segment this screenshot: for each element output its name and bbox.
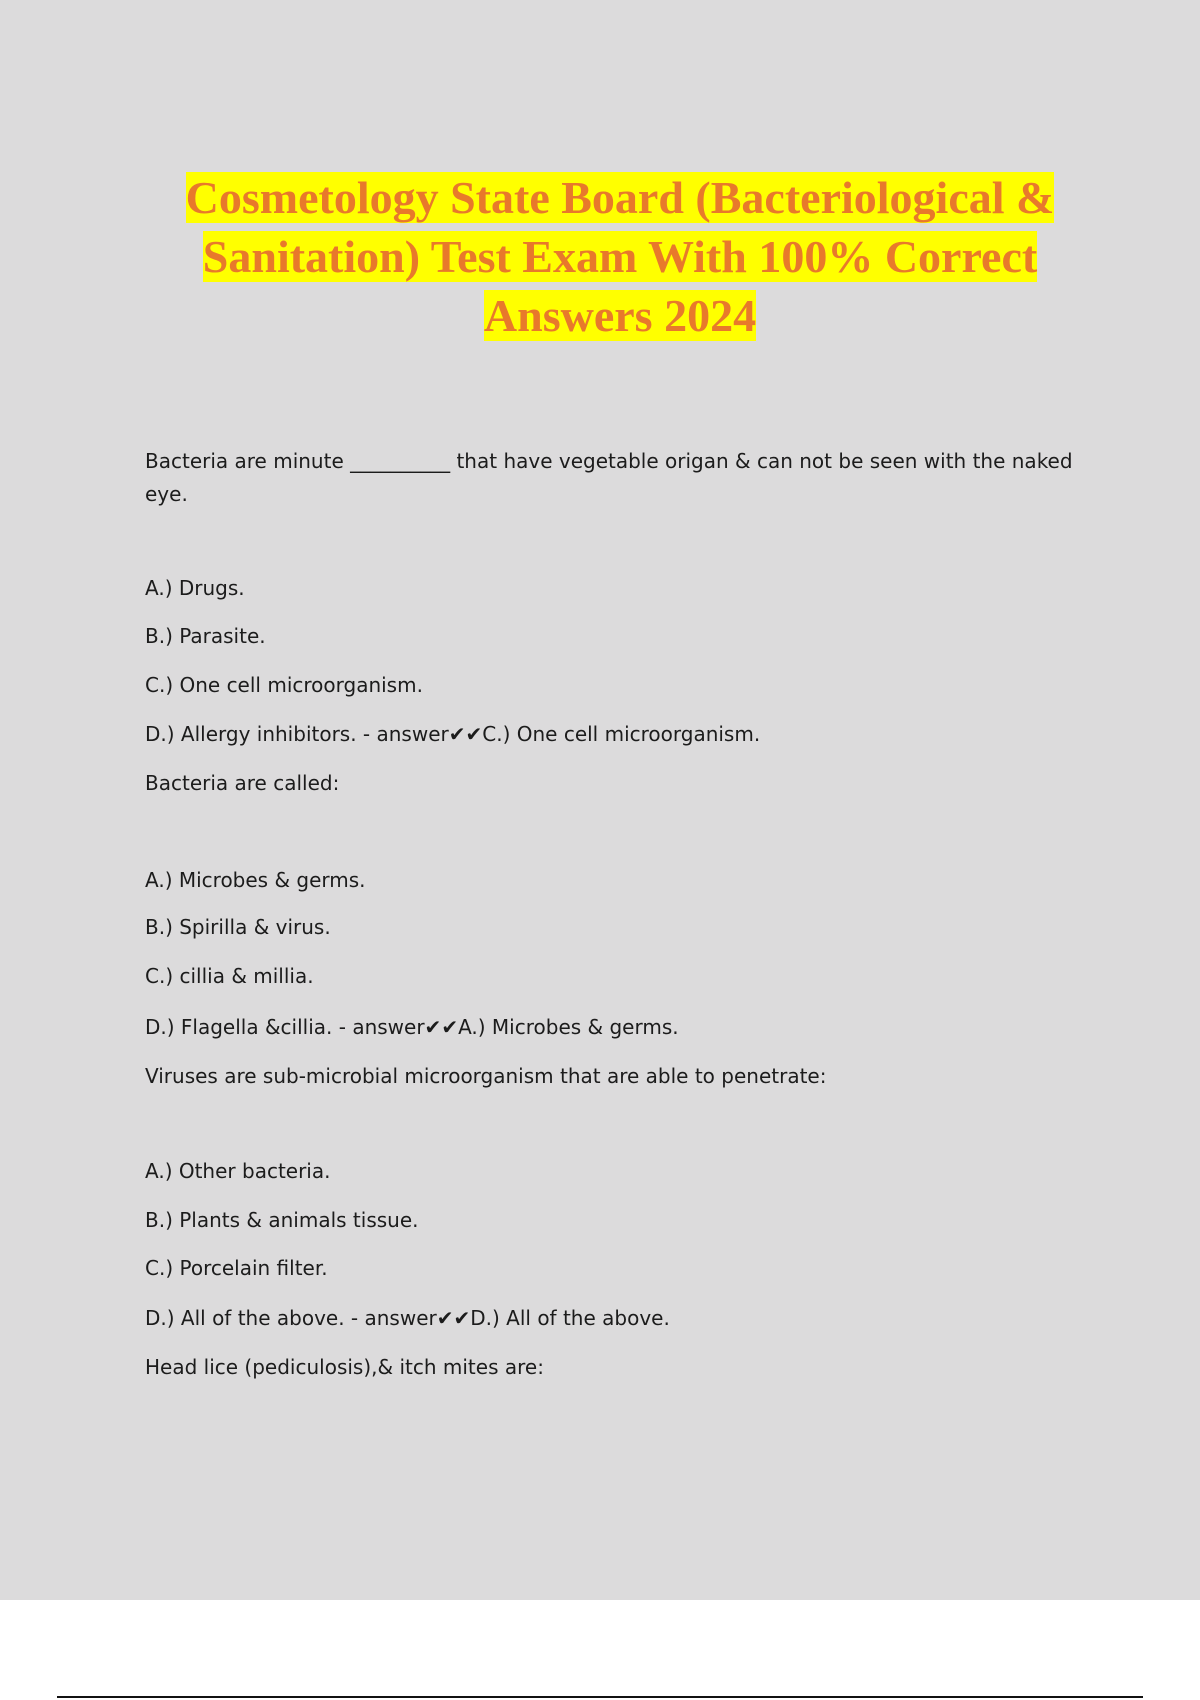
document-title — [100, 168, 1140, 345]
question-1-option-c: C.) One cell microorganism. — [145, 673, 423, 697]
footer-divider — [57, 1696, 1143, 1698]
question-2-text: Bacteria are called: — [145, 771, 340, 795]
question-2-option-a: A.) Microbes & germs. — [145, 868, 366, 892]
title-line-2: Sanitation) Test Exam With 100% Correct — [202, 231, 1038, 282]
question-2-option-d-answer: D.) Flagella &cillia. - answer✔✔A.) Microbes & germs. — [145, 1015, 679, 1039]
question-3-option-d-answer: D.) All of the above. - answer✔✔D.) All of the above. — [145, 1306, 670, 1330]
question-1-option-a: A.) Drugs. — [145, 576, 245, 600]
question-1-option-d-answer: D.) Allergy inhibitors. - answer✔✔C.) One cell microorganism. — [145, 722, 761, 746]
title-line-3: Answers 2024 — [483, 290, 757, 341]
title-line-1: Cosmetology State Board (Bacteriological & — [185, 172, 1055, 223]
question-3-text: Viruses are sub-microbial microorganism that are able to penetrate: — [145, 1064, 827, 1088]
question-1-text: Bacteria are minute __________ that have vegetable origan & can not be seen with the naked eye. — [145, 449, 1073, 506]
question-3-option-a: A.) Other bacteria. — [145, 1159, 331, 1183]
question-3-option-b: B.) Plants & animals tissue. — [145, 1208, 419, 1232]
question-2-option-b: B.) Spirilla & virus. — [145, 915, 331, 939]
question-2-option-c: C.) cillia & millia. — [145, 964, 314, 988]
question-4-text: Head lice (pediculosis),& itch mites are: — [145, 1355, 544, 1379]
question-3-option-c: C.) Porcelain filter. — [145, 1256, 328, 1280]
question-1-option-b: B.) Parasite. — [145, 624, 266, 648]
